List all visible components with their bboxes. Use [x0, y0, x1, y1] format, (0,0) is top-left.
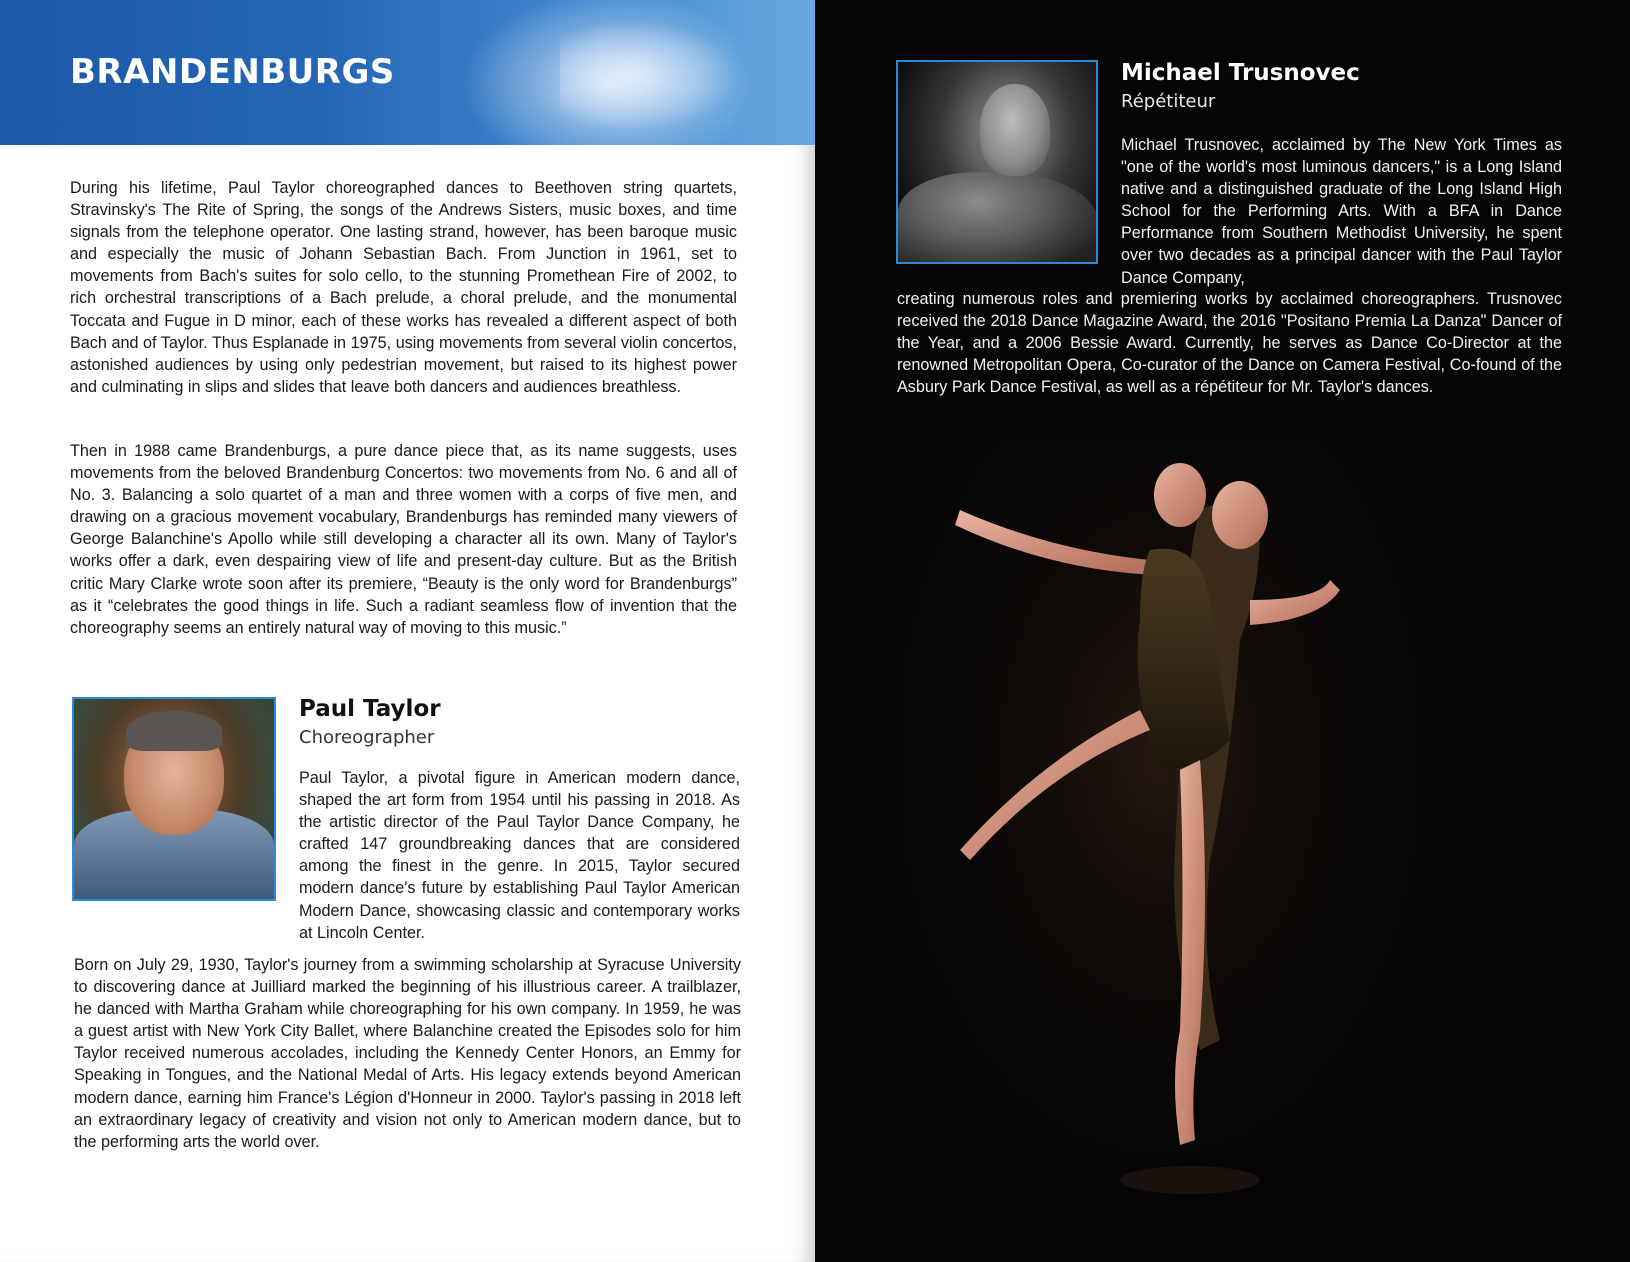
taylor-bio-2: Born on July 29, 1930, Taylor's journey from a swimming scholarship at Syracuse University to discovering dance at Juilliard marked the beginning of his illustrious career. A trailblazer, he danced with Martha Graham while choreographing for his own company. In 1959, he was a guest artist with New York City Ballet, where Balanchine created the Episodes solo for him Taylor received numerous accolades, including the Kennedy Center Honors, an Emmy for Speaking in Tongues, and the National Medal of Arts. His legacy extends beyond American modern dance, earning him France's Légion d'Honneur in 2000. Taylor's passing in 2018 left an extraordinary legacy of creativity and vision not only to American modern dance, but to the performing arts the world over.: [74, 956, 741, 1151]
portrait-face: [980, 84, 1050, 176]
portrait-hair: [126, 711, 222, 751]
trusnovec-bio-2: creating numerous roles and premiering works by acclaimed choreographers. Trusnovec received the 2018 Dance Magazine Award, the 2016 "Positano Premia La Danza" Dancer of the Year, and a 2006 Bessie Award. Currently, he serves as Dance Co-Director at the renowned Metropolitan Opera, Co-curator of the Dance on Camera Festival, Co-found of the Asbury Park Dance Festival, as well as a répétiteur for Mr. Taylor's dances.: [897, 290, 1562, 397]
intro-paragraph-1: During his lifetime, Paul Taylor choreographed dances to Beethoven string quartets, Stravinsky's The Rite of Spring, the songs of the Andrews Sisters, music boxes, and time signals from the telephone operator. One lasting strand, however, has been baroque music and especially the music of Johann Sebastian Bach. From Junction in 1961, set to movements from Bach's suites for solo cello, to the stunning Promethean Fire of 2002, to rich orchestral transcriptions of a Bach prelude, a choral prelude, and the monumental Toccata and Fugue in D minor, each of these works has revealed a different aspect of both Bach and of Taylor. Thus Esplanade in 1975, using movements from several violin concertos, astonished audiences by using only pedestrian movement, but raised to its highest power and culminating in slips and slides that leave both dancers and audiences breathless.: [70, 179, 737, 396]
title-banner: [0, 0, 815, 145]
michael-trusnovec-portrait: [896, 60, 1098, 264]
paint-splash-decoration-2: [560, 20, 740, 130]
intro-paragraph-2: Then in 1988 came Brandenburgs, a pure dance piece that, as its name suggests, uses movements from the beloved Brandenburg Concertos: two movements from No. 6 and all of No. 3. Balancing a solo quartet of a man and three women with a corps of five men, and drawing on a gracious movement vocabulary, Brandenburgs has reminded many viewers of George Balanchine's Apollo while still developing a character all its own. Many of Taylor's works offer a dark, even despairing view of life and present-day culture. But as the British critic Mary Clarke wrote soon after its premiere, “Beauty is the only word for Brandenburgs” as it “celebrates the good things in life. Such a radiant seamless flow of invention that the choreography seems an entirely natural way of moving to this music.”: [70, 442, 737, 637]
male-dancer-head: [1212, 481, 1268, 549]
trusnovec-role: Répétiteur: [1121, 91, 1216, 112]
dancers-photo: [900, 440, 1420, 1230]
taylor-role: Choreographer: [299, 727, 435, 748]
taylor-bio-1: Paul Taylor, a pivotal figure in American modern dance, shaped the art form from 1954 until his passing in 2018. As the artistic director of the Paul Taylor Dance Company, he crafted 147 groundbreaking dances that are considered among the finest in the genre. In 2015, Taylor secured modern dance's future by establishing Paul Taylor American Modern Dance, showcasing classic and contemporary works at Lincoln Center.: [299, 769, 740, 942]
portrait-body: [898, 172, 1098, 264]
paul-taylor-portrait: [72, 697, 276, 901]
page-title: BRANDENBURGS: [70, 52, 395, 92]
trusnovec-name: Michael Trusnovec: [1121, 60, 1360, 86]
female-dancer-head: [1154, 463, 1206, 527]
taylor-name: Paul Taylor: [299, 696, 441, 722]
trusnovec-bio-1: Michael Trusnovec, acclaimed by The New York Times as "one of the world's most luminous dancers," is a Long Island native and a distinguished graduate of the Long Island High School for the Performing Arts. With a BFA in Dance Performance from Southern Methodist University, he spent over two decades as a principal dancer with the Paul Taylor Dance Company,: [1121, 136, 1562, 287]
stage-reflection: [1120, 1166, 1260, 1194]
